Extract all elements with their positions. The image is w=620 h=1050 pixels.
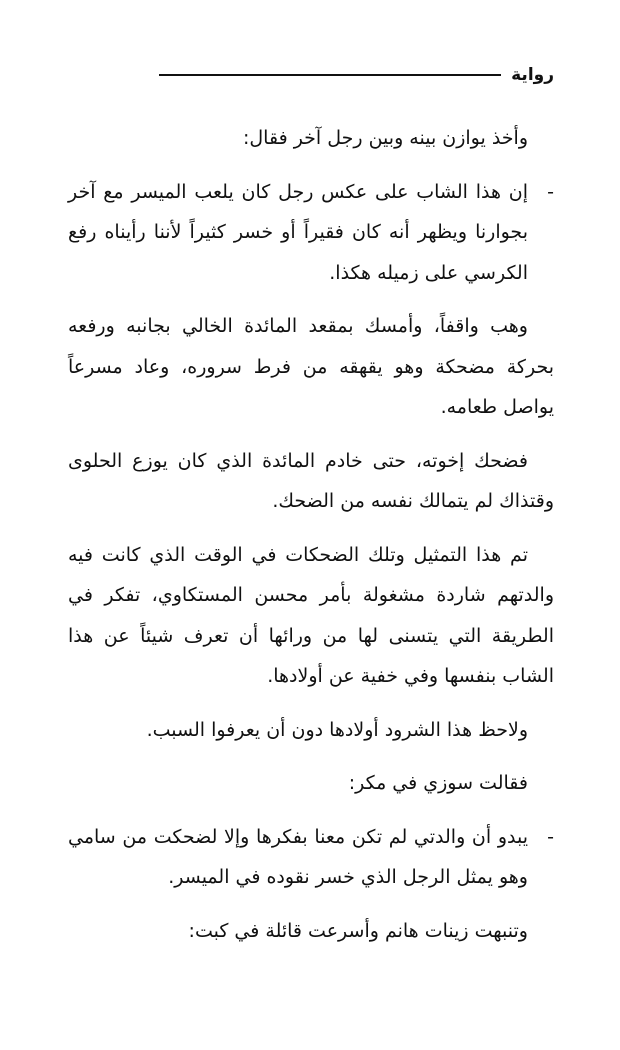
paragraph: وتنبهت زينات هانم وأسرعت قائلة في كبت: <box>188 919 528 942</box>
dialogue-text: يبدو أن والدتي لم تكن معنا بفكرها وإلا لضحكت من سامي وهو يمثل الرجل الذي خسر نقوده في الميسر. <box>68 825 528 888</box>
dialogue-dash: - <box>547 825 554 848</box>
paragraph: ولاحظ هذا الشرود أولادها دون أن يعرفوا السبب. <box>146 718 528 741</box>
dialogue-paragraph <box>68 817 554 898</box>
dialogue-text: إن هذا الشاب على عكس رجل كان يلعب الميسر مع آخر بجوارنا ويظهر أنه كان فقيراً أو خسر كثيراً لأننا رأيناه رفع الكرسي على زميله هكذا. <box>68 180 528 284</box>
body-text <box>68 118 554 964</box>
dialogue-paragraph <box>68 172 554 294</box>
header-rule <box>159 74 501 76</box>
paragraph: فقالت سوزي في مكر: <box>348 772 528 794</box>
dialogue-dash: - <box>547 180 554 203</box>
paragraph: تم هذا التمثيل وتلك الضحكات في الوقت الذي كانت فيه والدتهم شاردة مشغولة بأمر محسن المستكاوي، تفكر في الطريقة التي يتسنى لها من ورائها أن تعرف شيئاً عن هذا الشاب بنفسها وفي خفية عن أولادها. <box>68 543 554 687</box>
paragraph: وأخذ يوازن بينه وبين رجل آخر فقال: <box>242 127 528 149</box>
paragraph: فضحك إخوته، حتى خادم المائدة الذي كان يوزع الحلوى وقتذاك لم يتمالك نفسه من الضحك. <box>68 449 554 512</box>
header-title: رواية <box>511 65 554 85</box>
running-header <box>159 60 554 90</box>
paragraph: وهب واقفاً، وأمسك بمقعد المائدة الخالي بجانبه ورفعه بحركة مضحكة وهو يقهقه من فرط سروره، وعاد مسرعاً يواصل طعامه. <box>68 315 554 418</box>
